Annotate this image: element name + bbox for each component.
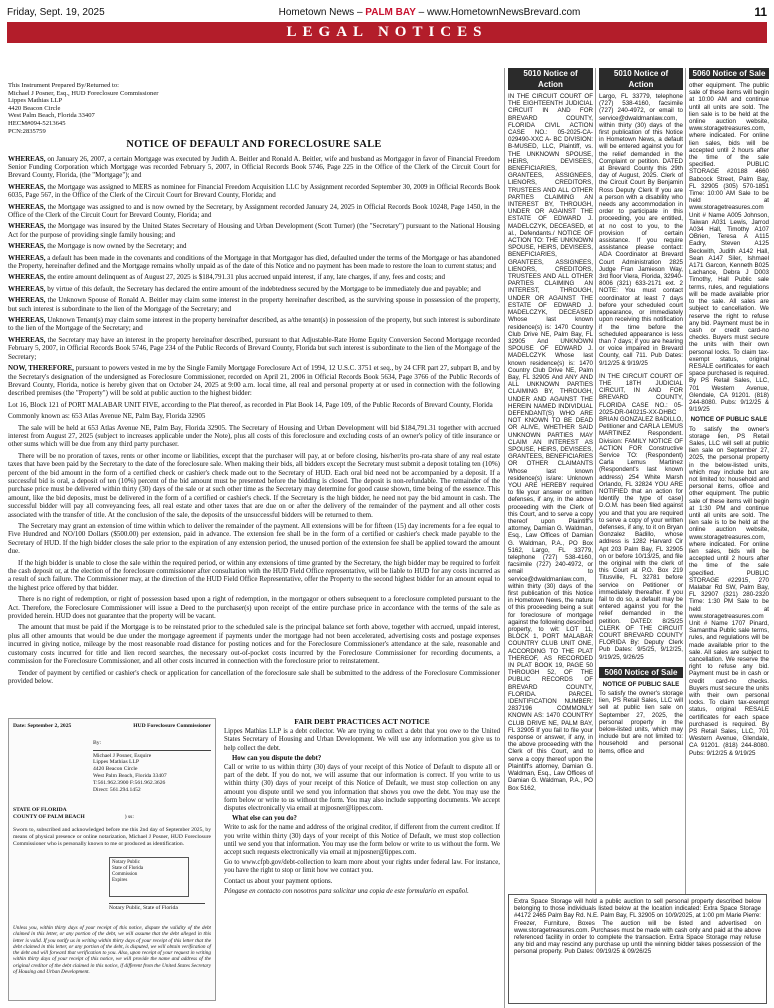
- seal-line: Notary Public: [112, 860, 140, 865]
- legal-column-5: [689, 68, 769, 894]
- addr-line: 4420 Beacon Circle: [8, 104, 61, 112]
- signer-line: T:561.962.3900 F:561.962.3626: [93, 779, 166, 786]
- notice-paragraph: WHEREAS, the Unknown Spouse of Ronald A. Beitler may claim some interest in the property hereinafter described, as the surviving spouse in possession of the property, but such interest is subordinate to the lien of the Mortgage of the Secretary; and: [8, 296, 500, 313]
- seal-line: Commission: [112, 872, 138, 877]
- signer-line: West Palm Beach, Florida 33407: [93, 772, 167, 779]
- extra-space-auction-notice: Extra Space Storage will hold a public auction to sell personal property described below belonging to those individuals listed below at the location indicated: Extra Space Storage #4172 2465 Palm Bay Rd. N.E. Palm Bay, FL 32905 on 10/9/2025, at 1:00 pm Marie Pierre: Freezer, Furniture, Boxes The auction will be listed and advertised on www.storagetreasures.com. Purchases must be made with cash only and paid at the above referenced facility in order to complete the transaction. Extra Space Storage may refuse any bid and may rescind any purchase up until the winning bidder takes possession of the personal property. Pub Dates: 09/19/25 & 09/26/25: [508, 894, 767, 1004]
- category-bar: 5010 Notice of Action: [508, 68, 593, 90]
- notice-text: To satisfy the owner's storage lien, PS Retail Sales, LLC will sell at public lien sale on September 27, 2025, the personal property in the below-listed units, which may include but are not limited to: household and personal items, office and other equipment. The public sale of these items will begin at 1:30 PM and continue until all units are sold. The lien sale is to be held at the online auction website, www.storagetreasures.com, where indicated. For online lien sales, bids will be accepted until 2 hours after the time of the sale specified. PUBLIC STORAGE #22915, 270 Malabar Rd SW, Palm Bay, FL 32907 (321) 280-2320 Time: 1:30 PM Sale to be held at www.storagetreasures.com Unit # Name 1707 Pinard, Samantha Public sale terms, rules, and regulations will be made available prior to the sale. All sales are subject to cancellation. We reserve the right to refuse any bid. Payment must be in cash or credit card-no checks. Buyers must secure the units with their own personal locks. To claim tax-exempt status, original RESALE certificates for each space purchased is required. By PS Retail Sales, LLC, 701 Western Avenue, Glendale, CA 91201. (818) 244-8080. Pubs: 9/12/25 & 9/19/25: [689, 425, 769, 757]
- signer-line: Lippes Mathias LLP: [93, 759, 139, 766]
- notary-seal: [109, 857, 189, 897]
- legal-column-3: [508, 68, 593, 1008]
- notice-text: other equipment. The public sale of these items will begin at 10:00 AM and continue until all units are sold. The lien sale is to be held at the online auction website, www.storagetreasures.com, where indicated. For online lien sales, bids will be accepted until 2 hours after the time of the sale specified. PUBLIC STORAGE #20188 4660 Babcock Street, Palm Bay, FL 32905 (305) 570-1851 Time: 10:00 AM Sale to be held at www.storagetreasures.com Unit # Name A005 Johnson, Taiwan A031 Lewis, Jarrod A034 Hall, Timothy A107 OBrien, Teresa A A115 Eadry, Steven A125 Beckwith, Judith A142 Hall, Sean A147 Siler, Ishmael A171 Garcon, Kenneth B025 Lachance, Debra J D003 Timothy, Hall Public sale terms, rules, and regulations will be made available prior to the sale. All sales are subject to cancellation. We reserve the right to refuse any bid. Payment must be in cash or credit card-no checks. Buyers must secure the units with their own personal locks. To claim tax-exempt status, original RESALE certificates for each space purchased is required. By PS Retail Sales, LLC, 701 Western Avenue, Glendale, CA 91201. (818) 244-8080. Pubs: 9/12/25 & 9/19/25: [689, 82, 769, 414]
- notice-paragraph: WHEREAS, the Mortgage is now owned by the Secretary; and: [8, 242, 187, 251]
- page-header: [7, 4, 767, 20]
- fdcpa-intro: Lippes Mathias LLP is a debt collector. We are trying to collect a debt that you owe to the United States Secretary of Housing and Urban Development. We will use any information you give us to help collect the debt.: [224, 728, 500, 752]
- addr-line: This Instrument Prepared By/Returned to:: [8, 82, 119, 89]
- county-row: [13, 814, 211, 821]
- notice-text: IN THE CIRCUIT COURT OF THE EIGHTEENTH JUDICIAL CIRCUIT IN AND FOR BREVARD COUNTY, FLORIDA CIVIL ACTION CASE NO.: 05-2025-CA-029490-XXC A- BC DIVISION: B-MUSED, LLC, Plaintiff, vs. THE UNKNOWN SPOUSE, HEIRS, DEVISEES, BENEFICIARIES, GRANTEES, ASSIGNEES, LIENORS, CREDITORS, TRUSTEES AND ALL OTHER PARTIES CLAIMING AN INTEREST BY, THROUGH, UNDER OR AGAINST THE ESTATE OF EDWARD J. MADELCZYK, DECEASED, et al., Defendants./ NOTICE OF ACTION TO: THE UNKNOWN SPOUSE, HEIRS, DEVISEES, BENEFICIARIES, GRANTEES, ASSIGNEES, LIENORS, CREDITORS, TRUSTEES AND ALL OTHER PARTIES CLAIMING AN INTEREST, THROUGH, UNDER OR AGAINST THE ESTATE OF EDWARD J. MADELCZYK, DECEASED Whose last known residence(s) is: 1470 Country Club Drive NE, Palm Bay, FL 32905 And UNKNOWN SPOUSE OF EDWARD J. MADELCZYK Whose last known residence(s) is: 1470 Country Club Drive NE, Palm Bay, FL 32905 And ANY AND ALL UNKNOWN PARTIES CLAIMING BY, THROUGH, UNDER AND AGAINST THE HEREIN NAMED INDIVIDUAL DEFENDANT(S) WHO ARE NOT KNOWN TO BE DEAD OR ALIVE, WHETHER SAID UNKNOWN PARTIES MAY CLAIM AN INTEREST AS SPOUSE, HEIRS, DEVISEES, GRANTEES, BENEFICIARIES OR OTHER CLAIMANTS Whose last known residence(s) is/are: Unknown YOU ARE HEREBY required to file your answer or written defenses, if any, in the above proceeding with the Clerk of this Court, and to serve a copy thereof upon Plaintiff's attorney, Damian G. Waldman, Esq., Law Offices of Damian G. Waldman, P.A., PO Box 5162, Largo, FL 33779, telephone (727) 538-4160, facsimile (727) 240-4972, or email to service@dwaldmanlaw.com, within thirty (30) days of the first publication of this Notice in Hometown News, the nature of this proceeding being a suit for foreclosure of mortgage against the following described property, to wit: LOT 11, BLOCK 1, PORT MALABAR COUNTRY CLUB UNIT ONE, ACCORDING TO THE PLAT THEREOF, AS RECORDED IN PLAT BOOK 19, PAGE 50 THROUGH 52, OF THE PUBLIC RECORDS OF BREVARD COUNTY, FLORIDA. PARCEL IDENTIFICATION NUMBER: 2837196 COMMONLY KNOWN AS: 1470 COUNTRY CLUB DRIVE NE, PALM BAY, FL 32905 If you fail to file your response or answer, if any, in the above proceeding with the Clerk of this Court, and to serve a copy thereof upon the Plaintiff's attorney, Damian G. Waldman, Esq., Law Offices of Damian G. Waldman, P.A., PO Box 5162,: [508, 93, 593, 792]
- category-bar: 5060 Notice of Sale: [689, 68, 769, 79]
- notice-text: IN THE CIRCUIT COURT OF THE 18TH JUDICIAL CIRCUIT, IN AND FOR BREVARD COUNTY, FLORIDA CASE NO.: 05-2025-DR-040215-XX-DHBC BRIAN GONZALEZ BADILLO, Petitioner and CARLA LEMUS MARTINEZ Respondent. Division: FAMILY NOTICE OF ACTION FOR Constructive Service TO: (Respondent) Carla Lemus Martinez (Respondent's last known address) 254 White Marsh Orlando, FL 32824 YOU ARE NOTIFIED that an action for Identify the type of case] D.O.M. has been filed against you and that you are required to serve a copy of your written defenses, if any, to it on Bryan Gonzalez Badillo, whose address is 1282 Harvard Cir Apt 203 Palm Bay, FL 32905 on or before 10/13/25, and file the original with the clerk of this Court at P.O. Box 219 Titusville, FL 32781 before service on Petitioner or immediately thereafter. If you fail to do so, a default may be entered against you for the relief demanded in the petition. DATED: 8/25/25 CLERK OF THE CIRCUIT COURT BREVARD COUNTY FLORIDA By: Deputy Clerk Pub Dates: 9/5/25, 9/12/25, 9/19/25, 9/26/25: [599, 372, 683, 661]
- fdcpa-answer: Go to www.cfpb.gov/debt-collection to learn more about your rights under federal law. For instance, you have the right to stop or limit how we contact you.: [224, 859, 500, 875]
- addr-line: PCN:2835759: [8, 127, 46, 135]
- notice-paragraph: WHEREAS, Unknown Tenant(s) may claim some interest in the property hereinafter described, as a/the tenant(s) in possession of the property, but such interest is subordinate to the lien of the Mortgage of the Secretary; and: [8, 316, 500, 333]
- masthead: [105, 7, 755, 18]
- notice-paragraph: There will be no proration of taxes, rents or other income or liabilities, except that the purchaser will pay, at or before closing, his/her/its pro-rata share of any real estate taxes that have been paid by the Secretary to the date of the foreclosure sale. When making their bids, all bidders except the Secretary must submit a deposit totaling ten (10%) percent of the bid amount in the form of a certified check or cashier's check made out to the Secretary of HUD. Each oral bid need not be accompanied by a deposit. If a successful bid is oral, a deposit of ten (10%) percent of the bid amount must be presented before the bidding is closed. The deposit is non-refundable. The remainder of the purchase price must be delivered within thirty (30) days of the sale or at such other time as the Secretary may determine for good cause shown, time being of the essence. This amount, like the bid deposits, must be delivered in the form of a certified or cashier's check. If the Secretary is the high bidder, he need not pay the bid amount in cash. The successful bidder will pay all conveyancing fees, all real estate and other taxes that are due on or after the delivery of the remainder of the payment and all other costs associated with the transfer of title. At the conclusion of the sale, the deposits of the unsuccessful bidders will be returned to them.: [8, 451, 500, 519]
- notice-paragraph: Lot 16, Block 121 of PORT MALABAR UNIT FIVE, according to the Plat thereof, as recorded in Plat Book 14, Page 109, of the Public Records of Brevard County, Florida: [8, 400, 493, 409]
- notice-text: Largo, FL 33779, telephone (727) 538-4160, facsimile (727) 240-4972, or email to service@dwaldmanlaw.com, within thirty (30) days of the first publication of this Notice in Hometown News, a default will be entered against you for the relief demanded in the Complaint or petition. DATED at Brevard County this 29th day of August, 2025. Clerk of the Circuit Court By Benjamin Ross Deputy Clerk If you are a person with a disability who needs any accommodation in order to participate in this proceeding, you are entitled, at no cost to you, to the provision of certain assistance. If you require assistance please contact: ADA Coordinator at Brevard Court Administration 2825 Judge Fran Jamieson Way, 3rd floor Viera, Florida, 32940-8006 (321) 633-2171 ext. 2 NOTE: You must contact coordinator at least 7 days before your scheduled court appearance, or immediately upon receiving this notification if the time before the scheduled appearance is less than 7 days; if you are hearing or voice impaired in Brevard County, call 711. Pub Dates: 9/12/25 & 9/19/25: [599, 93, 683, 367]
- fdcpa-answer: Write to ask for the name and address of the original creditor, if different from the current creditor. If you write within thirty (30) days of your receipt of this Notice of Default, we must stop collection until we send you that information. You may use the form below or write to us without the form. We accept such requests electronically via email at mjposner@lippes.com.: [224, 824, 500, 857]
- notice-paragraph: WHEREAS, by virtue of this default, the Secretary has declared the entire amount of the indebtedness secured by the Mortgage to be immediately due and payable; and: [8, 284, 481, 293]
- fdcpa-answer: Contact us about your payment options.: [224, 877, 333, 885]
- county-label: COUNTY OF PALM BEACH: [13, 814, 85, 821]
- affidavit-footer: Unless you, within thirty days of your receipt of this notice, dispute the validity of the debt claimed in this letter, or any portion of the debt, we will assume that the debt alleged in this letter is valid. If you notify us in writing within thirty days of your receipt of this letter that the debt claimed in this letter, or any portion of the debt, is disputed, we will obtain verification of the debt and will forward that verification to you. Also, upon receipt of your request in writing within thirty days of your receipt of this notice, we will provide the name and address of the original creditor of the debt claimed in this notice, if different from the United States Secretary of Housing and Urban Development.: [13, 925, 211, 976]
- seal-line: Expires: [112, 878, 128, 883]
- column-divider: [504, 68, 505, 1008]
- column-divider: [685, 68, 686, 894]
- by-label: By:: [93, 739, 102, 746]
- affidavit-date: Date: September 2, 2025: [13, 723, 72, 729]
- category-bar: 5010 Notice of Action: [599, 68, 683, 90]
- signature-block: [93, 740, 211, 794]
- notice-paragraph: The Secretary may grant an extension of time within which to deliver the remainder of the payment. All extensions will be for fifteen (15) day increments for a fee equal to Five Hundred and NO/100 Dollars ($500.00) per extension, paid in advance. The extension fee shall be in the form of a certified or cashier's check made payable to the Secretary of HUD. If the high bidder closes the sale prior to the expiration of any extension period, the unused portion of the extension fee shall be applied toward the amount due.: [8, 522, 500, 556]
- notice-paragraph: WHEREAS, the Mortgage was insured by the United States Secretary of Housing and Urban Development (Scott Turner) (the "Secretary") pursuant to the National Housing Act for the purpose of providing single family housing; and: [8, 222, 500, 239]
- signer-name: Michael J Posner, Esquire: [93, 750, 211, 760]
- notice-paragraph: WHEREAS, on January 26, 2007, a certain Mortgage was executed by Judith A. Beitler and Ronald A. Beitler, wife and husband as Mortgagor in favor of Financial Freedom Senior Funding Corporation which Mortgage was recorded February 5, 2007, in Official Records Book 5746, Page 225 in the Office of the Clerk of the Circuit Court for Brevard County, Florida, (the "Mortgage"); and: [8, 154, 500, 180]
- issue-date: Friday, Sept. 19, 2025: [7, 6, 105, 18]
- notice-paragraph: The amount that must be paid if the Mortgage is to be reinstated prior to the scheduled sale is the principal balance set forth above, together with accrued, unpaid interest, plus all other amounts that would be due under the mortgage agreement if payments under the mortgage had not been accelerated, advertising costs and postage expenses incurred in giving notice, mileage by the most reasonable road distance for posting notices and for the Foreclosure Commissioner's attendance at the sale, reasonable and customary costs incurred for title and lien record searches, the necessary out-of-pocket costs incurred by the Foreclosure Commissioner for recording documents, a commission for the Foreclosure Commissioner, and all other costs incurred in connection with the foreclosure prior to reinstatement.: [8, 623, 500, 666]
- notice-paragraph: WHEREAS, the entire amount delinquent as of August 27, 2025 is $184,791.31 plus accrued unpaid interest, if any, late charges, if any, fees and costs; and: [8, 273, 445, 282]
- masthead-brand: PALM BAY: [365, 6, 416, 18]
- seal-line: State of Florida: [112, 866, 144, 871]
- masthead-url[interactable]: – www.HometownNewsBrevard.com: [418, 6, 581, 18]
- masthead-pre: Hometown News –: [278, 6, 363, 18]
- affidavit-header: [13, 723, 211, 730]
- fair-debt-notice: [224, 718, 500, 898]
- addr-line: West Palm Beach, Florida 33407: [8, 112, 95, 120]
- notice-title: NOTICE OF DEFAULT AND FORECLOSURE SALE: [126, 139, 382, 151]
- commissioner-affidavit: [8, 718, 216, 1001]
- notice-subtitle: NOTICE OF PUBLIC SALE: [602, 680, 680, 688]
- notice-paragraph: WHEREAS, a default has been made in the covenants and conditions of the Mortgage in that Mortgagor has died, defaulted under the terms of the Mortgage or has abandoned the Property, hereinafter defined and the Mortgage remains wholly unpaid as of the date of this Notice and no payment has been made to restore the loan to current status; and: [8, 253, 500, 271]
- fdcpa-title: FAIR DEBT PRACTICES ACT NOTICE: [294, 717, 430, 726]
- affidavit-signer: HUD Foreclosure Commissioner: [133, 723, 211, 729]
- notice-paragraph: The sale will be held at 653 Atlas Avenue NE, Palm Bay, Florida 32905. The Secretary of Housing and Urban Development will bid $184,791.31 together with accrued interest from August 27, 2025 (subject to increases applicable under the Note), plus all costs of this foreclosure and excluding costs of an owner's policy of title insurance or other sums which will be due from any third party purchaser.: [8, 423, 500, 449]
- section-banner: LEGAL NOTICES: [7, 22, 767, 43]
- notary-label: Notary Public, State of Florida: [109, 903, 205, 912]
- notice-paragraph: WHEREAS, the Mortgage was assigned to MERS as nominee for Financial Freedom Acquisition LLC by Assignment recorded September 30, 2009 in Official Records Book 6035, Page 567, in the Office of the Clerk of the Circuit Court for Brevard County, Florida; and: [8, 182, 500, 200]
- lower-section: [8, 718, 500, 1008]
- notice-body: [8, 155, 500, 686]
- page-number: 11: [754, 5, 767, 19]
- notice-subtitle: NOTICE OF PUBLIC SALE: [690, 416, 768, 424]
- addr-line: Michael J Posner, Esq., HUD Foreclosure Commissioner: [8, 89, 159, 97]
- legal-column-4: [599, 68, 683, 1008]
- preparer-address: [8, 82, 500, 135]
- sworn-statement: Sworn to, subscribed and acknowledged before me this 2nd day of September 2025, by means of physical presence or online notarization, Michael J Posner, HUD Foreclosure Commissioner who is personally known to me or produced as identification.: [13, 826, 211, 847]
- notice-paragraph: If the high bidder is unable to close the sale within the required period, or within any extensions of time granted by the Secretary, the high bidder may be required to forfeit the cash deposit or, at the election of the foreclosure commissioner after consultation with the HUD Field Office representative, will be liable to HUD for any costs incurred as a result of such failure. The Commissioner may, at the direction of the HUD Field Office Representative, offer the Property to the second highest bidder for an amount equal to the highest price offered by that bidder.: [8, 558, 500, 592]
- fdcpa-answer: Call or write to us within thirty (30) days of your receipt of this Notice of Default to dispute all or part of the debt. If you do not, we will assume that our information is correct. If you write to us within thirty (30) days of your receipt of this Notice of Default, we must stop collection on any amount you dispute until we send you information that shows you owe the debt. You may use the form below or write to us without the form. You may also include supporting documents. We accept disputes electronically via email at mjposner@lippes.com.: [224, 764, 500, 813]
- addr-line: HECM#094-5213645: [8, 119, 66, 127]
- ss-label: ) ss:: [124, 814, 134, 821]
- notice-paragraph: There is no right of redemption, or right of possession based upon a right of redemption, in the mortgagor or others subsequent to a foreclosure completed pursuant to the Act. Therefore, the Foreclosure Commissioner will issue a Deed to the purchaser(s) upon receipt of the entire purchase price in accordance with the terms of the sale as provided herein. HUD does not guarantee that the property will be vacant.: [8, 595, 500, 621]
- notice-paragraph: NOW, THEREFORE, pursuant to powers vested in me by the Single Family Mortgage Foreclosure Act of 1994, 12 U.S.C. 3751 et seq., by 24 CFR part 27, subpart B, and by the Secretary's designation of the undersigned as Foreclosure Commissioner, recorded on April 21, 2006 in Official Records Book 5634, Page 3766 of the Public Records of Brevard County, Florida, notice is hereby given that on October 24, 2025 at 9:00 a.m. local time, all real and personal property at or used in connection with the following described premises (the "Property") will be sold at public auction to the highest bidder:: [8, 364, 500, 398]
- state-label: STATE OF FLORIDA: [13, 807, 67, 814]
- fdcpa-question: What else can you do?: [232, 815, 297, 823]
- notice-paragraph: Commonly known as: 653 Atlas Avenue NE, Palm Bay, Florida 32905: [8, 412, 206, 421]
- fdcpa-spanish: Póngase en contacto con nosotros para solicitar una copia de este formulario en español.: [224, 887, 469, 895]
- notice-paragraph: WHEREAS, the Mortgage was assigned to and is now owned by the Secretary, by Assignment recorded January 24, 2025 in Official Records Book 10248, Page 1450, in the Office of the Clerk of the Circuit Court for Brevard County, Florida; and: [8, 202, 500, 219]
- notice-paragraph: WHEREAS, the Secretary may have an interest in the property hereinafter described, pursuant to that Adjustable-Rate Home Equity Conversion Second Mortgage recorded February 5, 2007, in Official Records Book 5746, Page 234 of the Public Records of Brevard County, Florida but such interest is subordinate to the lien of the Mortgage of the Secretary;: [8, 335, 500, 361]
- signer-line: Direct: 561.294.1452: [93, 786, 141, 793]
- addr-line: Lippes Mathias LLP: [8, 97, 63, 105]
- signer-line: 4420 Beacon Circle: [93, 766, 138, 773]
- column-divider: [595, 68, 596, 894]
- notice-paragraph: Tender of payment by certified or cashier's check or application for cancellation of the foreclosure sale shall be submitted to the address of the Foreclosure Commissioner provided below.: [8, 668, 500, 685]
- category-bar: 5060 Notice of Sale: [599, 667, 683, 678]
- fdcpa-question: How can you dispute the debt?: [232, 754, 322, 762]
- jurisdiction-block: [13, 807, 211, 821]
- notice-text: To satisfy the owner's storage lien, PS Retail Sales, LLC will sell at public lien sale on September 27, 2025, the personal property in the below-listed units, which may include but are not limited to: household and personal items, office and: [599, 690, 683, 755]
